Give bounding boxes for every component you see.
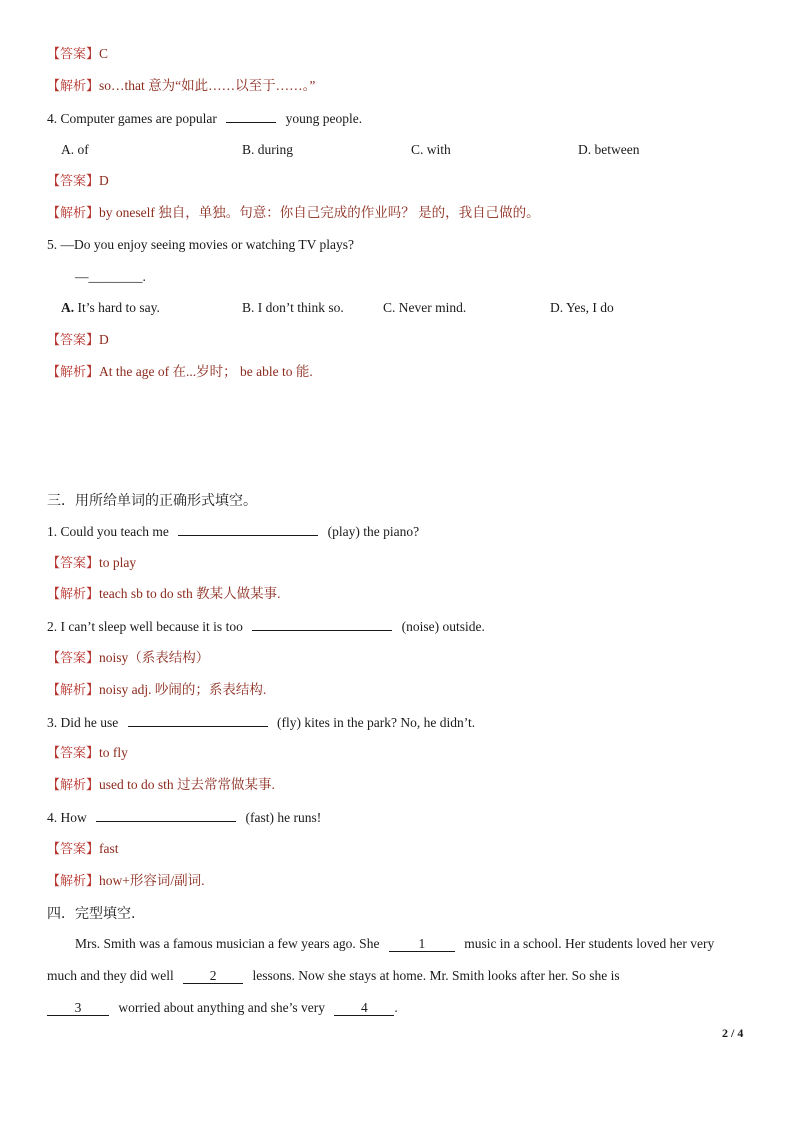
cloze-blank-1: 1 (389, 937, 455, 952)
cloze-line-1-start: Mrs. Smith was a famous musician a few years ago. She (75, 936, 380, 951)
q3-explanation (47, 77, 315, 96)
s3-item-2-answer-value: noisy（系表结构） (99, 650, 210, 665)
q4-explanation (47, 204, 540, 223)
s3-item-3-post: (fly) kites in the park? No, he didn’t. (277, 715, 476, 730)
q5-stem: 5. —Do you enjoy seeing movies or watching TV plays? (47, 237, 354, 252)
answer-label: 【答案】 (47, 746, 100, 761)
q5-option-a-text: It’s hard to say. (74, 300, 160, 315)
q4-explanation-text: by oneself 独自，单独。句意：你自己完成的作业吗？ 是的，我自己做的。 (99, 205, 540, 220)
s3-item-2-answer (47, 649, 209, 668)
s3-item-4-answer (47, 840, 119, 859)
cloze-line-2-end: lessons. Now she stays at home. Mr. Smith looks after her. So she is (252, 968, 620, 983)
s3-item-1-answer (47, 554, 136, 573)
answer-label: 【答案】 (47, 556, 100, 571)
s3-item-1-pre: 1. Could you teach me (47, 524, 169, 539)
s3-item-2-post: (noise) outside. (401, 619, 485, 634)
answer-label: 【答案】 (47, 47, 100, 62)
q4-blank (226, 109, 276, 123)
explanation-label: 【解析】 (47, 874, 100, 889)
explanation-label: 【解析】 (47, 79, 100, 94)
cloze-blank-4: 4 (334, 1001, 394, 1016)
q4-option-a: A. of (61, 142, 89, 157)
s3-item-4-post: (fast) he runs! (245, 810, 322, 825)
s3-item-4-answer-value: fast (99, 841, 119, 856)
q5-answer (47, 331, 109, 350)
section-4-title: 四．完型填空. (47, 906, 136, 922)
cloze-line-3-end: . (394, 1000, 398, 1015)
q5-explanation (47, 363, 313, 382)
s3-item-2-explanation (47, 681, 266, 700)
cloze-line-2 (47, 967, 620, 985)
section-3-title: 三．用所给单词的正确形式填空。 (47, 493, 257, 509)
q5-option-c: C. Never mind. (383, 300, 467, 315)
q3-answer-value: C (99, 46, 109, 61)
q5-option-a (61, 299, 160, 317)
s3-item-1-blank (178, 522, 318, 536)
s3-item-2 (47, 617, 485, 636)
cloze-line-3-start: worried about anything and she’s very (118, 1000, 325, 1015)
q4-option-b: B. during (242, 142, 294, 157)
s3-item-3 (47, 713, 475, 732)
q5-option-b: B. I don’t think so. (242, 300, 344, 315)
explanation-label: 【解析】 (47, 587, 100, 602)
cloze-line-3 (47, 999, 398, 1017)
s3-item-3-blank (128, 713, 268, 727)
q5-explanation-text: At the age of 在...岁时； be able to 能. (99, 364, 313, 379)
q4-stem (47, 109, 362, 128)
s3-item-3-answer (47, 744, 128, 763)
q4-answer-value: D (99, 173, 109, 188)
s3-item-1-explanation (47, 585, 281, 604)
cloze-line-2-start: much and they did well (47, 968, 174, 983)
explanation-label: 【解析】 (47, 365, 100, 380)
s3-item-4 (47, 808, 321, 827)
cloze-blank-3: 3 (47, 1001, 109, 1016)
answer-label: 【答案】 (47, 333, 100, 348)
s3-item-2-explanation-text: noisy adj. 吵闹的；系表结构. (99, 682, 267, 697)
q4-option-d: D. between (578, 142, 640, 157)
q4-option-c: C. with (411, 142, 451, 157)
s3-item-3-answer-value: to fly (99, 745, 128, 760)
page-number: 2 / 4 (722, 1026, 744, 1040)
q5-answer-value: D (99, 332, 109, 347)
s3-item-2-blank (252, 617, 392, 631)
cloze-blank-2: 2 (183, 969, 243, 984)
explanation-label: 【解析】 (47, 206, 100, 221)
s3-item-1-post: (play) the piano? (327, 524, 420, 539)
q3-answer (47, 45, 108, 64)
q4-stem-start: 4. Computer games are popular (47, 111, 217, 126)
s3-item-3-explanation-text: used to do sth 过去常常做某事. (99, 777, 275, 792)
s3-item-1-answer-value: to play (99, 555, 137, 570)
q3-explanation-text: so…that 意为“如此……以至于……。” (99, 78, 316, 93)
answer-label: 【答案】 (47, 842, 100, 857)
explanation-label: 【解析】 (47, 683, 100, 698)
cloze-line-1-end: music in a school. Her students loved her very (464, 936, 715, 951)
cloze-line-1 (75, 935, 714, 953)
s3-item-1 (47, 522, 419, 541)
s3-item-3-pre: 3. Did he use (47, 715, 119, 730)
s3-item-4-explanation-text: how+形容词/副词. (99, 873, 205, 888)
q5-option-a-letter: A. (61, 300, 75, 315)
q5-reply: —________. (75, 269, 146, 284)
s3-item-4-explanation (47, 872, 205, 891)
q5-option-d: D. Yes, I do (550, 300, 614, 315)
answer-label: 【答案】 (47, 174, 100, 189)
s3-item-2-pre: 2. I can’t sleep well because it is too (47, 619, 243, 634)
q4-stem-end: young people. (285, 111, 363, 126)
s3-item-4-pre: 4. How (47, 810, 87, 825)
q4-answer (47, 172, 109, 191)
s3-item-1-explanation-text: teach sb to do sth 教某人做某事. (99, 586, 281, 601)
explanation-label: 【解析】 (47, 778, 100, 793)
s3-item-4-blank (96, 808, 236, 822)
s3-item-3-explanation (47, 776, 275, 795)
answer-label: 【答案】 (47, 651, 100, 666)
